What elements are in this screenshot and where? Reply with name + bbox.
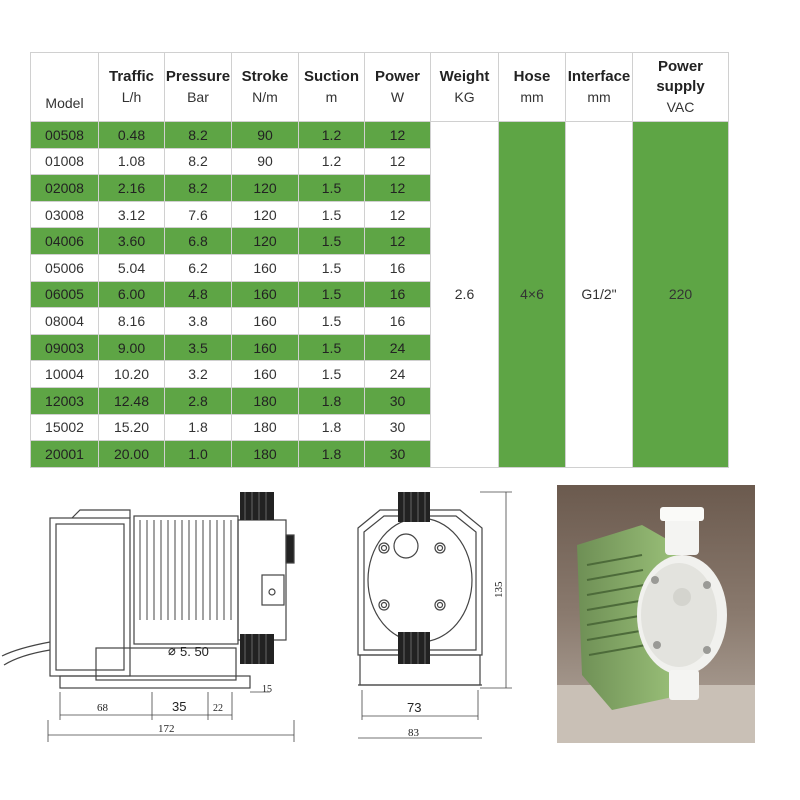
col-header-model: Model [31, 53, 99, 122]
table-cell: 6.00 [99, 281, 165, 308]
table-cell: 30 [365, 387, 431, 414]
table-cell: 180 [232, 414, 299, 441]
table-cell: 12 [365, 228, 431, 255]
col-header-power-supply: Power supply VAC [633, 53, 729, 122]
dim-73-label: 73 [407, 700, 422, 715]
dim-83-label: 83 [408, 727, 419, 739]
table-cell: 12.48 [99, 387, 165, 414]
bottom-knob-icon [240, 634, 274, 664]
pump-photo [557, 485, 755, 743]
table-cell: 00508 [31, 122, 99, 149]
svg-text:⌀: ⌀ [168, 643, 176, 658]
table-cell: 1.5 [299, 281, 365, 308]
spec-table [30, 52, 729, 468]
table-cell: 12 [365, 201, 431, 228]
table-cell: 2.8 [165, 387, 232, 414]
table-cell: 1.5 [299, 228, 365, 255]
dim-diameter-label: 5. 50 [180, 644, 209, 659]
table-cell: 08004 [31, 308, 99, 335]
interface-cell: G1/2" [566, 122, 633, 468]
table-cell: 15.20 [99, 414, 165, 441]
table-cell: 120 [232, 175, 299, 202]
table-row [31, 122, 729, 149]
table-cell: 10004 [31, 361, 99, 388]
dim-35-label: 35 [172, 699, 187, 714]
col-header-interface: Interface mm [566, 53, 633, 122]
table-cell: 0.48 [99, 122, 165, 149]
table-cell: 160 [232, 361, 299, 388]
side-view-drawing [0, 480, 310, 750]
table-cell: 160 [232, 308, 299, 335]
table-cell: 3.2 [165, 361, 232, 388]
table-cell: 30 [365, 441, 431, 468]
table-cell: 16 [365, 281, 431, 308]
table-cell: 1.2 [299, 122, 365, 149]
table-cell: 8.2 [165, 175, 232, 202]
front-top-knob-icon [398, 492, 430, 522]
table-cell: 7.6 [165, 201, 232, 228]
table-cell: 5.04 [99, 254, 165, 281]
front-bottom-knob-icon [398, 632, 430, 664]
table-cell: 15002 [31, 414, 99, 441]
table-cell: 120 [232, 201, 299, 228]
table-cell: 1.8 [299, 414, 365, 441]
table-cell: 02008 [31, 175, 99, 202]
table-cell: 20.00 [99, 441, 165, 468]
table-cell: 1.5 [299, 175, 365, 202]
col-header-suction: Suction m [299, 53, 365, 122]
dim-68-label: 68 [97, 702, 108, 714]
top-knob-icon [240, 492, 274, 520]
table-cell: 90 [232, 148, 299, 175]
table-cell: 1.2 [299, 148, 365, 175]
table-cell: 24 [365, 361, 431, 388]
table-cell: 2.16 [99, 175, 165, 202]
front-view-drawing [340, 480, 520, 750]
table-cell: 8.2 [165, 148, 232, 175]
table-cell: 3.60 [99, 228, 165, 255]
table-cell: 120 [232, 228, 299, 255]
table-cell: 24 [365, 334, 431, 361]
table-cell: 1.0 [165, 441, 232, 468]
table-cell: 30 [365, 414, 431, 441]
table-cell: 160 [232, 254, 299, 281]
table-cell: 1.08 [99, 148, 165, 175]
col-header-pressure: Pressure Bar [165, 53, 232, 122]
power-supply-cell: 220 [633, 122, 729, 468]
table-cell: 6.8 [165, 228, 232, 255]
table-cell: 4.8 [165, 281, 232, 308]
table-cell: 10.20 [99, 361, 165, 388]
table-cell: 09003 [31, 334, 99, 361]
table-cell: 8.2 [165, 122, 232, 149]
table-cell: 1.8 [299, 387, 365, 414]
table-cell: 12 [365, 122, 431, 149]
table-cell: 12 [365, 148, 431, 175]
col-header-power: Power W [365, 53, 431, 122]
table-cell: 180 [232, 441, 299, 468]
table-cell: 6.2 [165, 254, 232, 281]
table-cell: 3.5 [165, 334, 232, 361]
table-cell: 1.5 [299, 308, 365, 335]
weight-cell: 2.6 [431, 122, 499, 468]
table-cell: 16 [365, 308, 431, 335]
col-header-hose: Hose mm [499, 53, 566, 122]
table-cell: 160 [232, 334, 299, 361]
table-cell: 9.00 [99, 334, 165, 361]
table-cell: 04006 [31, 228, 99, 255]
table-cell: 180 [232, 387, 299, 414]
table-cell: 160 [232, 281, 299, 308]
table-cell: 12 [365, 175, 431, 202]
col-header-traffic: Traffic L/h [99, 53, 165, 122]
table-cell: 1.5 [299, 254, 365, 281]
table-cell: 06005 [31, 281, 99, 308]
dim-22-label: 22 [213, 703, 223, 714]
table-cell: 12003 [31, 387, 99, 414]
dim-172-label: 172 [158, 723, 175, 735]
table-cell: 1.8 [165, 414, 232, 441]
table-cell: 1.5 [299, 201, 365, 228]
table-cell: 90 [232, 122, 299, 149]
table-cell: 05006 [31, 254, 99, 281]
table-header-row [31, 53, 729, 122]
table-cell: 16 [365, 254, 431, 281]
dim-15-label: 15 [262, 684, 272, 695]
table-cell: 3.12 [99, 201, 165, 228]
table-cell: 1.5 [299, 334, 365, 361]
table-cell: 1.5 [299, 361, 365, 388]
col-header-stroke: Stroke N/m [232, 53, 299, 122]
table-cell: 01008 [31, 148, 99, 175]
table-cell: 20001 [31, 441, 99, 468]
hose-cell: 4×6 [499, 122, 566, 468]
col-header-weight: Weight KG [431, 53, 499, 122]
table-cell: 03008 [31, 201, 99, 228]
dim-135-label: 135 [493, 581, 505, 598]
table-cell: 8.16 [99, 308, 165, 335]
table-cell: 3.8 [165, 308, 232, 335]
table-cell: 1.8 [299, 441, 365, 468]
